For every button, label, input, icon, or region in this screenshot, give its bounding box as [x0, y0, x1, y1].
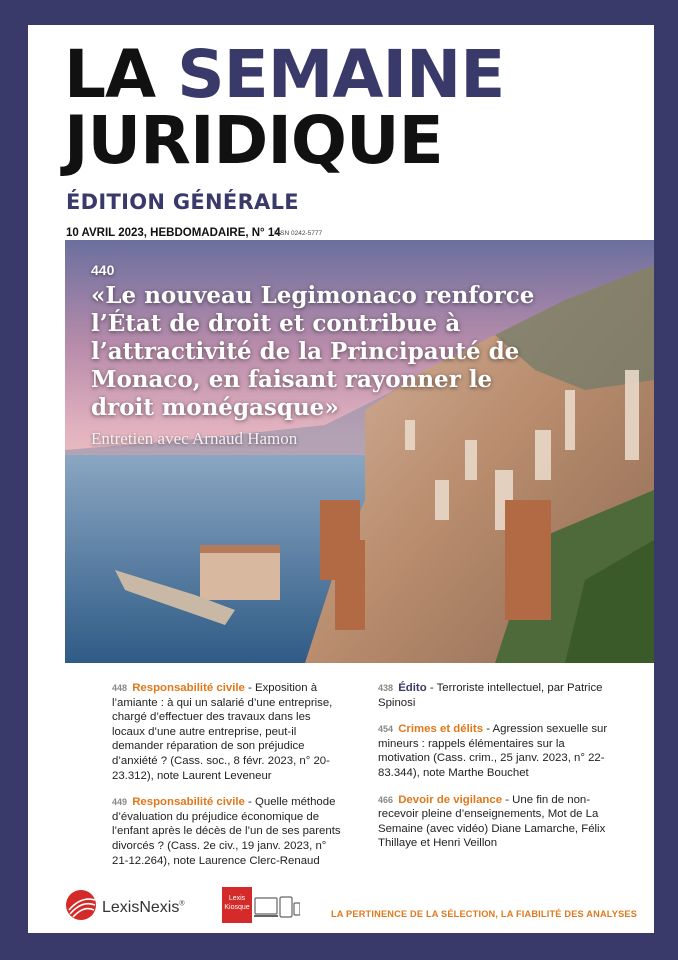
kiosque-line2: Kiosque [224, 904, 250, 911]
entry-text: - Quelle méthode d’évaluation du préjudice économique de l’enfant après le décès de l’un de ses parents divorcés ? (Cass. 2e civ., 19 janv. 2023, n° 21-12.264), note Laurence Clerc-Renaud [112, 796, 341, 867]
entry-number: 454 [378, 724, 394, 735]
entry-rubric: Responsabilité civile [132, 682, 245, 694]
issue-dateline: 10 AVRIL 2023, HEBDOMADAIRE, N° 14 [66, 227, 281, 239]
cover-story-subtitle: Entretien avec Arnaud Hamon [91, 429, 298, 448]
cover-story-title: «Le nouveau Legimonaco renforce l’État de droit et contribue à l’attractivité de la Principauté de Monaco, en faisant rayonner le droit monégasque» [91, 282, 535, 421]
entry-rubric: Devoir de vigilance [398, 793, 503, 806]
edition-label: ÉDITION GÉNÉRALE [66, 190, 299, 214]
cover-page [28, 25, 654, 933]
contents-left-column [112, 681, 344, 880]
entry-number: 438 [378, 683, 394, 693]
contents-right-column [378, 681, 612, 863]
masthead-word-la: LA [64, 36, 156, 113]
entry-text: - Terroriste intellectuel, par Patrice Spinosi [378, 682, 603, 709]
entry-text: - Exposition à l’amiante : à qui un salarié d’une entreprise, chargé d’effectuer des travaux dans les locaux d’une autre entreprise, peut-il demander réparation de son préjudice d’anxiété ? (Cass. soc., 8 févr. 2023, n° 20-23.312), note Laurent Leveneur [112, 682, 333, 782]
kiosque-line1: Lexis [228, 895, 246, 902]
contents-entry[interactable] [112, 795, 344, 868]
entry-rubric: Responsabilité civile [132, 796, 245, 809]
issn-number: ISSN 0242-5777 [274, 230, 323, 237]
contents-entry[interactable] [378, 681, 612, 710]
footer-tagline: LA PERTINENCE DE LA SÉLECTION, LA FIABILITÉ DES ANALYSES [331, 909, 638, 919]
lexisnexis-logo-icon [64, 888, 100, 922]
contents-entry[interactable] [378, 793, 612, 851]
registered-mark: ® [179, 900, 185, 908]
entry-rubric: Crimes et délits [398, 723, 484, 736]
entry-number: 448 [112, 683, 128, 693]
entry-text: - Agression sexuelle sur mineurs : rappels élémentaires sur la motivation (Cass. crim., 25 janv. 2023, n° 22-83.344), note Marthe Bouchet [378, 723, 608, 779]
contents-entry[interactable] [112, 681, 344, 783]
entry-rubric: Édito [398, 682, 427, 694]
masthead-word-semaine: SEMAINE [177, 36, 505, 113]
lexis-kiosque-badge [222, 887, 252, 923]
entry-number: 466 [378, 794, 394, 805]
devices-icon [254, 895, 300, 923]
entry-number: 449 [112, 797, 128, 808]
publisher-name [102, 899, 185, 917]
cover-photo [65, 240, 654, 663]
contents-entry[interactable] [378, 722, 612, 780]
masthead-title-line1 [64, 36, 505, 113]
publisher-label: LexisNexis [102, 899, 180, 916]
masthead-title-line2: JURIDIQUE [64, 102, 443, 179]
cover-story-number: 440 [91, 262, 115, 278]
entry-text: - Une fin de non-recevoir pleine d’enseignements, Mot de La Semaine (avec vidéo) Diane Lamarche, Félix Thillaye et Henri Veillon [378, 793, 606, 850]
